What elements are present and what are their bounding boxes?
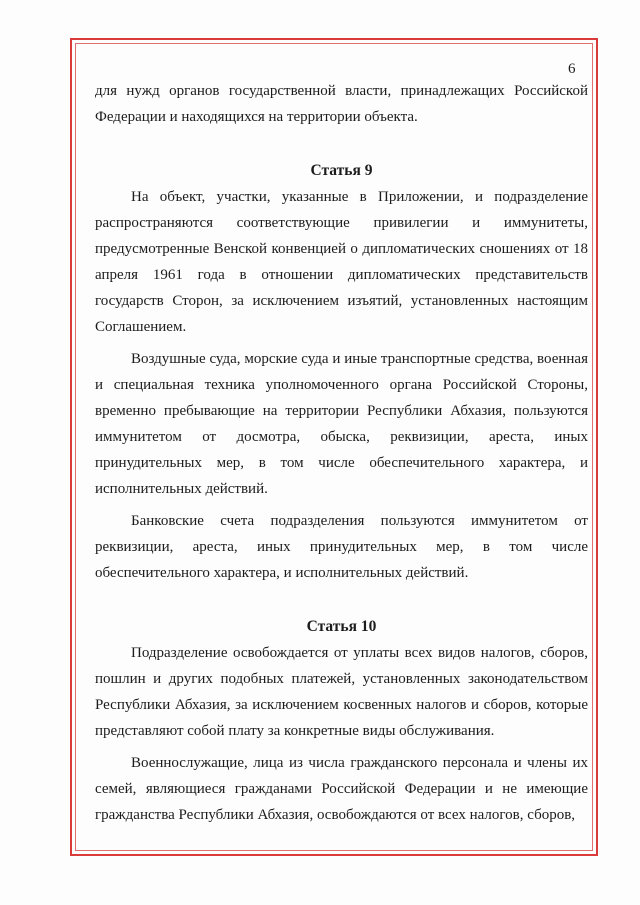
article-9-paragraph-3: Банковские счета подразделения пользуются иммунитетом от реквизиции, ареста, иных принудительных мер, в том числе обеспечительного характера, и исполнительных действий. bbox=[95, 513, 588, 581]
article-9-heading: Статья 9 bbox=[310, 162, 373, 179]
spacer bbox=[95, 586, 588, 614]
document-body bbox=[95, 78, 588, 828]
article-10-paragraph-2: Военнослужащие, лица из числа гражданского персонала и члены их семей, являющиеся гражданами Российской Федерации и не имеющие гражданства Республики Абхазия, освобождаются от всех налогов, сборов, bbox=[95, 755, 588, 823]
spacer bbox=[95, 130, 588, 158]
article-10-heading: Статья 10 bbox=[306, 618, 377, 635]
article-10-paragraph-1: Подразделение освобождается от уплаты всех видов налогов, сборов, пошлин и других подобных платежей, установленных законодательством Республики Абхазия, за исключением косвенных налогов и сборов, которые представляют собой плату за конкретные виды обслуживания. bbox=[95, 645, 588, 739]
article-9-paragraph-2: Воздушные суда, морские суда и иные транспортные средства, военная и специальная техника уполномоченного органа Российской Стороны, временно пребывающие на территории Республики Абхазия, пользуются иммунитетом от досмотра, обыска, реквизиции, ареста, иных принудительных мер, в том числе обеспечительного характера, и исполнительных действий. bbox=[95, 351, 588, 497]
intro-paragraph: для нужд органов государственной власти, принадлежащих Российской Федерации и находящихся на территории объекта. bbox=[95, 83, 588, 125]
article-9-paragraph-1: На объект, участки, указанные в Приложении, и подразделение распространяются соответствующие привилегии и иммунитеты, предусмотренные Венской конвенцией о дипломатических сношениях от 18 апреля 1961 года в отношении дипломатических представительств государств Сторон, за исключением изъятий, установленных настоящим Соглашением. bbox=[95, 189, 588, 335]
page-number: 6 bbox=[568, 61, 576, 77]
